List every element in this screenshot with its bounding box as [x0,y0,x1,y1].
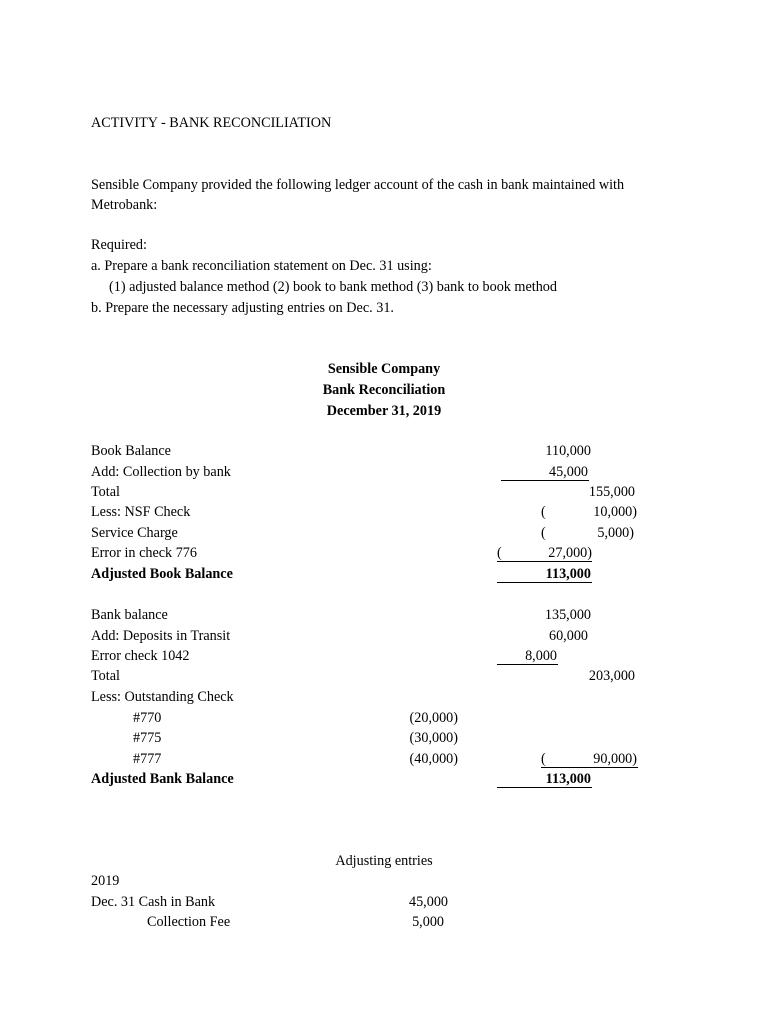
adjusted-book-amount: 113,000 [545,566,591,582]
entry-cash-in-bank-account: Dec. 31 Cash in Bank [91,894,216,910]
required-label: Required: [91,237,147,253]
check-775-number: #775 [133,730,162,746]
entry-collection-fee-debit: 5,000 [412,914,444,930]
error-check-776-amount: 27,000) [548,545,592,561]
outstanding-total-underline [541,767,638,768]
collection-label: Add: Collection by bank [91,464,231,480]
activity-title: ACTIVITY - BANK RECONCILIATION [91,115,332,131]
error-check-776-underline [497,561,592,562]
statement-title: Bank Reconciliation [322,382,446,398]
required-item-a: a. Prepare a bank reconciliation statement on Dec. 31 using: [91,258,432,274]
error-check-1042-label: Error check 1042 [91,648,190,664]
book-balance-label: Book Balance [91,443,171,459]
nsf-open-paren: ( [541,504,546,520]
adjusting-year: 2019 [91,873,120,889]
bank-balance-label: Bank balance [91,607,168,623]
nsf-label: Less: NSF Check [91,504,191,520]
required-item-b: b. Prepare the necessary adjusting entries on Dec. 31. [91,300,394,316]
nsf-amount: 10,000) [593,504,637,520]
service-charge-label: Service Charge [91,525,178,541]
statement-date: December 31, 2019 [326,403,442,419]
check-777-number: #777 [133,751,162,767]
bank-total-label: Total [91,668,120,684]
adjusting-entries-title: Adjusting entries [335,853,433,869]
error-check-1042-amount: 8,000 [525,648,557,664]
required-item-a-methods: (1) adjusted balance method (2) book to bank method (3) bank to book method [109,279,557,295]
entry-collection-fee-account: Collection Fee [147,914,231,930]
adjusted-bank-label: Adjusted Bank Balance [91,771,234,787]
outstanding-total-amount: 90,000) [593,751,637,767]
check-777-amount: (40,000) [409,751,458,767]
deposits-in-transit-amount: 60,000 [548,628,588,644]
statement-company: Sensible Company [327,361,441,377]
outstanding-check-label: Less: Outstanding Check [91,689,234,705]
entry-cash-in-bank-debit: 45,000 [408,894,448,910]
adjusted-book-underline [497,582,592,583]
collection-underline [501,480,589,481]
service-charge-amount: 5,000) [597,525,634,541]
error-check-776-label: Error in check 776 [91,545,197,561]
error-check-1042-underline [497,664,558,665]
outstanding-total-open-paren: ( [541,751,546,767]
adjusted-bank-underline [497,787,592,788]
error-check-776-open-paren: ( [497,545,502,561]
service-charge-open-paren: ( [541,525,546,541]
bank-total-amount: 203,000 [588,668,635,684]
book-total-label: Total [91,484,120,500]
check-775-amount: (30,000) [409,730,458,746]
intro-line-1: Sensible Company provided the following ledger account of the cash in bank maintained with [91,177,625,193]
intro-line-2: Metrobank: [91,197,158,213]
book-balance-amount: 110,000 [545,443,591,459]
adjusted-bank-amount: 113,000 [545,771,591,787]
check-770-amount: (20,000) [409,710,458,726]
deposits-in-transit-label: Add: Deposits in Transit [91,628,231,644]
bank-balance-amount: 135,000 [544,607,591,623]
check-770-number: #770 [133,710,162,726]
collection-amount: 45,000 [548,464,588,480]
adjusted-book-label: Adjusted Book Balance [91,566,233,582]
book-total-amount: 155,000 [588,484,635,500]
